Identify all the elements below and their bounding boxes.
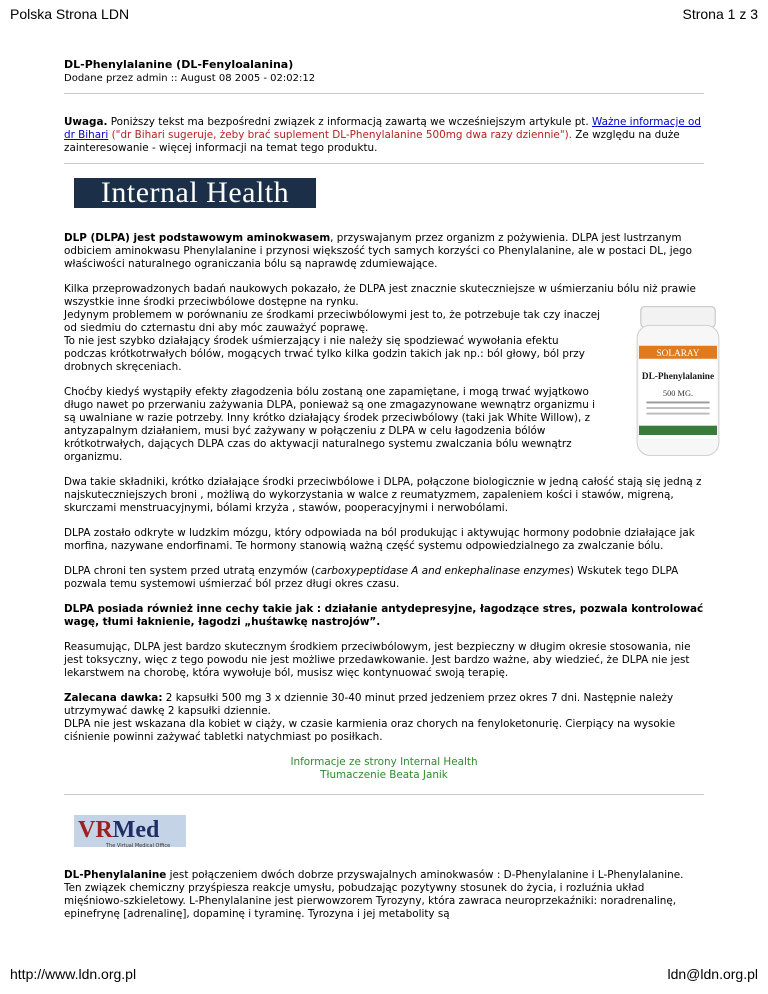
paragraph-6 [64, 565, 704, 591]
paragraph-10 [64, 869, 704, 921]
divider [64, 163, 704, 164]
article-content [64, 58, 715, 921]
header-page-number: Strona 1 z 3 [682, 6, 758, 22]
vrmed-logo-med: Med [112, 817, 160, 843]
p10-lead: DL-Phenylalanine [64, 869, 167, 881]
note-text: Poniższy tekst ma bezpośredni związek z informacją zawartą we wcześniejszym artykule pt. [107, 116, 592, 128]
internal-health-banner [74, 178, 316, 208]
vrmed-logo [74, 815, 186, 851]
credits-source: Informacje ze strony Internal Health [290, 756, 478, 768]
paragraph-2 [64, 283, 704, 374]
p10-text: jest połączeniem dwóch dobrze przyswajalnych aminokwasów : D-Phenylalanine i L-Phenylalanine. Ten związek chemiczny przyśpiesza reakcje umysłu, pobudzając pozytywny stosunek do życia, i rozluźnia układ mięśniowo-szkieletowy. L-Phenylalanine jest pierwowzorem Tyrozyny, która zawraca neuroprzekaźniki: noradrenalinę, epinefrynę [adrenalinę], dopaminę i tyraminę. Tyrozyna i jej metabolity są [64, 869, 684, 920]
bottle-product: DL-Phenylalanine [641, 372, 715, 383]
dose-label: Zalecana dawka: [64, 692, 163, 704]
divider [64, 794, 704, 795]
article-title: DL-Phenylalanine (DL-Fenyloalanina) [64, 58, 294, 71]
p1-text: , przyswajanym przez organizm z pożywienia. DLPA jest lustrzanym odbiciem aminokwasu Phenylalanine i przynosi większość tych samych korzyści co Phenylalanine, ale w postaci DL, jego właściwości naturalnego ograniczania bólu są naprawdę zdumiewające. [64, 232, 692, 270]
footer-site-url[interactable]: http://www.ldn.org.pl [10, 966, 137, 982]
note-label: Uwaga. [64, 116, 108, 128]
paragraph-7: DLPA posiada również inne cechy takie jak : działanie antydepresyjne, łagodzące stres, pozwala kontrolować wagę, tłumi łaknienie, łagodzi „huśtawkę nastrojów”. [64, 603, 704, 628]
footer-email[interactable]: ldn@ldn.org.pl [667, 966, 758, 982]
dose-warning: DLPA nie jest wskazana dla kobiet w ciąży, w czasie karmienia oraz chorych na fenyloketonurię. Cierpiący na wysokie ciśnienie powinni zażywać tabletki natychmiast po posiłkach. [64, 718, 676, 743]
header-site-name: Polska Strona LDN [10, 6, 130, 22]
paragraph-4: Dwa takie składniki, krótko działające środki przeciwbólowe i DLPA, połączone biologicznie w jedną całość stają się jedną z najskuteczniejszych broni , możliwą do wykorzystania w walce z reumatyzmem, zapaleniem kości i stawów, migreną, skurczami menstruacyjnymi, bólami krzyża , stawów, pooperacyjnymi i nerwobólami. [64, 476, 702, 514]
note-text-2: Ze względu na duże zainteresowanie - więcej informacji na temat tego produktu. [64, 129, 680, 154]
p6-text-b: ) Wskutek tego DLPA pozwala temu systemowi uśmierzać ból przez długi okres czasu. [64, 565, 679, 590]
p1-lead: DLP (DLPA) jest podstawowym aminokwasem [64, 232, 331, 244]
paragraph-3: Choćby kiedyś wystąpiły efekty złagodzenia bólu zostaną one zapamiętane, i mogą trwać wyjątkowo długo nawet po przerwaniu zażywania DLPA, ponieważ są one zmagazynowane wewnątrz organizmu i są uwalniane w razie potrzeby. Inny krótko działający środek przeciwbólowy (taki jak White Willow), z antyzapalnym działaniem, musi być zażywany w połączeniu z DLPA w celu łagodzenia bólów krótkotrwałych, dających DLPA czas do aktywacji naturalnego systemu zwalczania bólu wewnątrz organizmu. [64, 386, 596, 463]
float-section [64, 283, 715, 464]
bottle-dose: 500 MG. [662, 388, 694, 398]
supplement-bottle-image [614, 303, 742, 461]
note-quote: ("dr Bihari sugeruje, żeby brać suplement DL-Phenylalanine 500mg dwa razy dziennie"). [108, 129, 572, 141]
credits-translator: Tłumaczenie Beata Janik [320, 769, 448, 781]
p2-line-1: Kilka przeprowadzonych badań naukowych pokazało, że DLPA jest znacznie skuteczniejsze w uśmierzaniu bólu niż prawie wszystkie inne środki przeciwbólowe dostępne na rynku. [64, 283, 696, 308]
article-link[interactable]: Ważne informacje od dr Bihari [64, 116, 701, 141]
paragraph-8: Reasumując, DLPA jest bardzo skutecznym środkiem przeciwbólowym, jest bezpieczny w długim okresie stosowania, nie jest toksyczny, więc z tego powodu nie jest możliwe przedawkowanie. Jest bardzo ważne, aby wiedzieć, że DLPA nie jest lekarstwem na chorobę, która wywołuje ból, musisz więc kontynuować swoją terapię. [64, 641, 691, 679]
credits [64, 756, 704, 782]
p6-text-a: DLPA chroni ten system przed utratą enzymów ( [64, 565, 316, 577]
bottle-brand: SOLARAY [656, 348, 700, 359]
banner-text: Internal Health [100, 176, 290, 209]
dose-text: 2 kapsułki 500 mg 3 x dziennie 30-40 minut przed jedzeniem przez okres 7 dni. Następnie należy utrzymywać dawkę 2 kapsułki dziennie. [64, 692, 674, 717]
vrmed-logo-sub: The Virtual Medical Office [106, 843, 171, 849]
article-meta: Dodane przez admin :: August 08 2005 - 02:02:12 [64, 73, 316, 84]
paragraph-1 [64, 232, 704, 271]
vrmed-logo-vr: VR [78, 817, 113, 843]
divider [64, 93, 704, 94]
p2-line-2: Jedynym problemem w porównaniu ze środkami przeciwbólowymi jest to, że potrzebuje tak czy inaczej od siedmiu do czternastu dni aby móc zauważyć poprawę. [64, 309, 601, 334]
paragraph-5: DLPA zostało odkryte w ludzkim mózgu, który odpowiada na ból produkując i aktywując hormony podobnie działające jak morfina, nazywane endorfinami. Te hormony stanowią ważną część systemu odpowiedzialnego za zwalczanie bólu. [64, 527, 695, 552]
p2-line-3: To nie jest szybko działający środek uśmierzający i nie należy się spodziewać wywołania efektu podczas krótkotrwałych bólów, mogących trwać tylko kilka godzin takich jak np.: ból głowy, ból przy drobnych skręceniach. [64, 335, 585, 373]
paragraph-9 [64, 692, 704, 744]
p6-enzymes: carboxypeptidase A and enkephalinase enzymes [315, 565, 570, 577]
note-paragraph [64, 116, 704, 155]
